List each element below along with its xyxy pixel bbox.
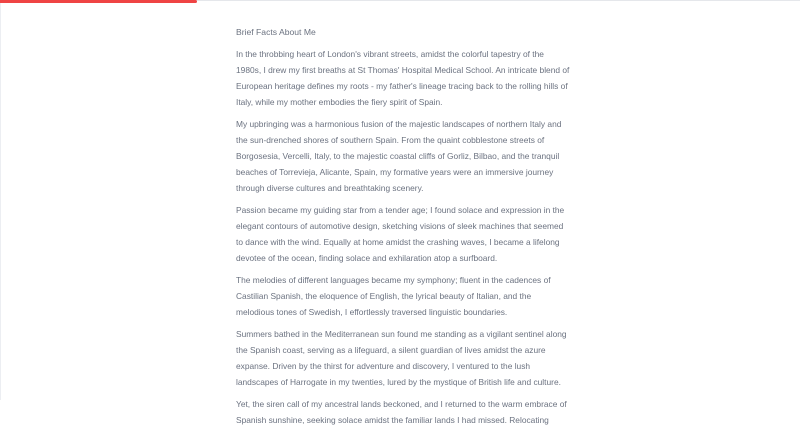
paragraph: Passion became my guiding star from a tender age; I found solace and expression in the elegant contours of automotive design, sketching visions of sleek machines that seemed to dance with the wind. Equally at home amidst the crashing waves, I became a lifelong devotee of the ocean, finding solace and exhilaration atop a surfboard. — [236, 205, 565, 263]
left-border — [0, 0, 1, 400]
reading-progress-bar — [0, 0, 197, 3]
paragraph: Summers bathed in the Mediterranean sun found me standing as a vigilant sentinel along the Spanish coast, serving as a lifeguard, a silent guardian of lives amidst the azure expanse. Driven by the thirst for adventure and discovery, I ventured to the lush landscapes of Harrogate in my twenties, lured by the mystique of British life and culture. — [236, 329, 567, 387]
paragraph: In the throbbing heart of London's vibrant streets, amidst the colorful tapestry of the 1980s, I drew my first breaths at St Thomas' Hospital Medical School. An intricate blend of European heritage defines my roots - my father's lineage tracing back to the rolling hills of Italy, while my mother embodies the fiery spirit of Spain. — [236, 49, 570, 107]
article — [236, 24, 570, 434]
paragraph: The melodies of different languages became my symphony; fluent in the cadences of Castilian Spanish, the eloquence of English, the lyrical beauty of Italian, and the melodious tones of Swedish, I effortlessly traversed linguistic boundaries. — [236, 275, 551, 317]
paragraph: My upbringing was a harmonious fusion of the majestic landscapes of northern Italy and the sun-drenched shores of southern Spain. From the quaint cobblestone streets of Borgosesia, Vercelli, Italy, to the majestic coastal cliffs of Gorliz, Bilbao, and the tranquil beaches of Torrevieja, Alicante, Spain, my formative years were an immersive journey through diverse cultures and breathtaking scenery. — [236, 119, 562, 193]
paragraph: Yet, the siren call of my ancestral lands beckoned, and I returned to the warm embrace of Spanish sunshine, seeking solace amidst the familiar lands I had missed. Relocating — [236, 399, 567, 425]
article-title: Brief Facts About Me — [236, 27, 316, 37]
